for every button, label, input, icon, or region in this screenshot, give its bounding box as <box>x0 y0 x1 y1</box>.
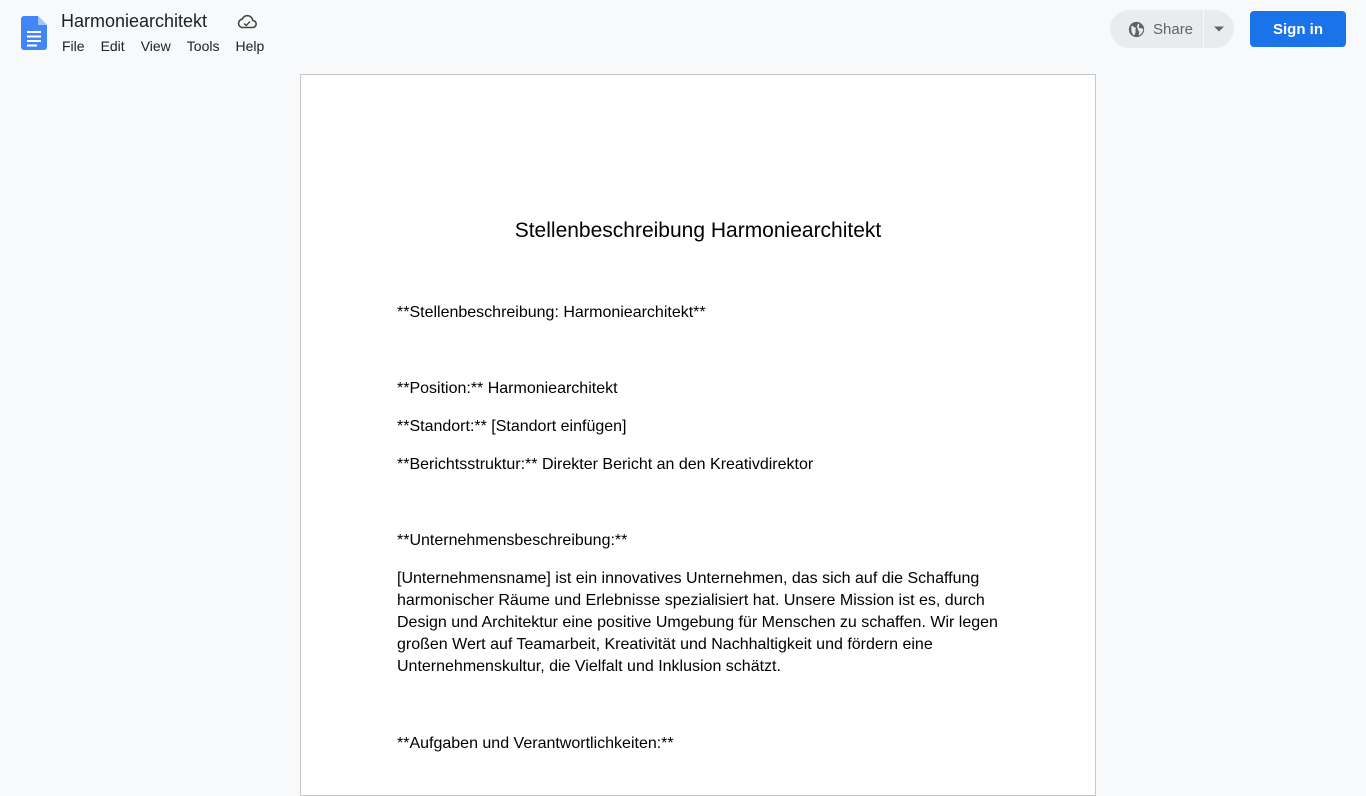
menu-bar <box>54 37 272 55</box>
paragraph: **Aufgaben und Verantwortlichkeiten:** <box>397 735 674 752</box>
paragraph: **Standort:** [Standort einfügen] <box>397 418 627 435</box>
paragraph: [Unternehmensname] ist ein innovatives Unternehmen, das sich auf die Schaffung harmonischer Räume und Erlebnisse spezialisiert hat. Unsere Mission ist es, durch Design und Architektur eine positive Umgebung für Menschen zu schaffen. Wir legen großen Wert auf Teamarbeit, Kreativität und Nachhaltigkeit und fördern eine Unternehmenskultur, die Vielfalt und Inklusion schätzt. <box>397 570 998 675</box>
cloud-icon[interactable] <box>237 14 257 30</box>
document-heading: Stellenbeschreibung Harmoniearchitekt <box>514 219 882 242</box>
paragraph: **Unternehmensbeschreibung:** <box>397 532 628 549</box>
caret-down-icon <box>1214 26 1224 32</box>
menu-file[interactable]: File <box>62 38 85 54</box>
paragraph: **Stellenbeschreibung: Harmoniearchitekt** <box>397 304 706 321</box>
sign-in-button[interactable]: Sign in <box>1250 11 1346 47</box>
share-dropdown-button[interactable] <box>1204 10 1234 48</box>
top-bar <box>0 0 1366 64</box>
document-page[interactable] <box>300 74 1096 796</box>
docs-logo-icon[interactable] <box>21 16 47 50</box>
menu-tools[interactable]: Tools <box>186 38 220 54</box>
globe-icon <box>1128 21 1145 38</box>
document-title[interactable]: Harmoniearchitekt <box>61 11 208 31</box>
paragraph: **Berichtsstruktur:** Direkter Bericht an den Kreativdirektor <box>397 456 814 473</box>
menu-edit[interactable]: Edit <box>100 38 125 54</box>
share-control <box>1110 10 1234 48</box>
share-label: Share <box>1153 20 1194 38</box>
paragraph: **Position:** Harmoniearchitekt <box>397 380 618 397</box>
menu-view[interactable]: View <box>140 38 171 54</box>
share-button[interactable] <box>1110 10 1193 48</box>
menu-help[interactable]: Help <box>235 38 265 54</box>
